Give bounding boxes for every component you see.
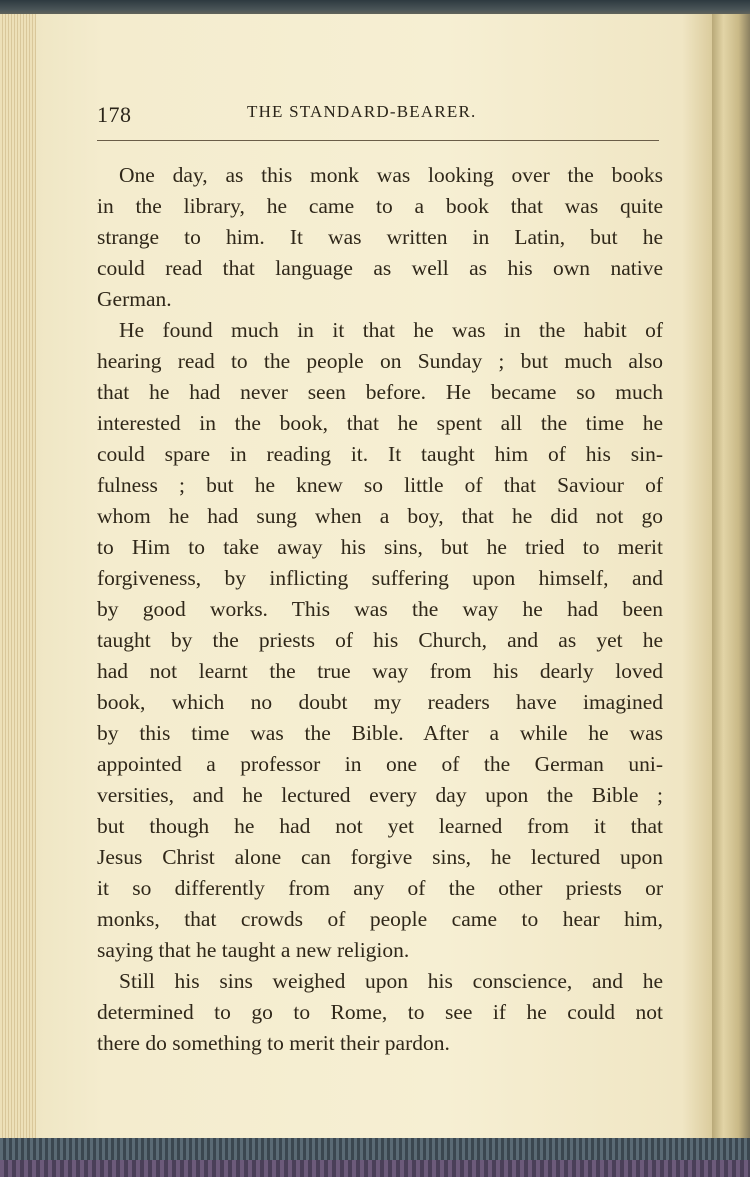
- text-line: appointed a professor in one of the German uni-: [97, 752, 663, 776]
- text-line: could read that language as well as his own native: [97, 256, 663, 280]
- text-line: could spare in reading it. It taught him of his sin-: [97, 442, 663, 466]
- text-line: it so differently from any of the other priests or: [97, 876, 663, 900]
- text-line: to Him to take away his sins, but he tried to merit: [97, 535, 663, 559]
- text-line: Still his sins weighed upon his conscience, and he: [119, 969, 663, 993]
- text-line: taught by the priests of his Church, and as yet he: [97, 628, 663, 652]
- text-line: interested in the book, that he spent all the time he: [97, 411, 663, 435]
- text-line: had not learnt the true way from his dearly loved: [97, 659, 663, 683]
- page-number: 178: [97, 102, 132, 127]
- text-line: strange to him. It was written in Latin, but he: [97, 225, 663, 249]
- book-gutter: [712, 14, 750, 1142]
- text-line: hearing read to the people on Sunday ; but much also: [97, 349, 663, 373]
- text-line: saying that he taught a new religion.: [97, 938, 410, 962]
- text-line: He found much in it that he was in the habit of: [119, 318, 663, 342]
- text-line: fulness ; but he knew so little of that Saviour of: [97, 473, 663, 497]
- text-line: that he had never seen before. He became so much: [97, 380, 663, 404]
- text-line: whom he had sung when a boy, that he did not go: [97, 504, 663, 528]
- page-header: [97, 102, 661, 130]
- text-line: German.: [97, 287, 172, 311]
- header-rule: [97, 140, 659, 141]
- text-line: by this time was the Bible. After a while he was: [97, 721, 663, 745]
- text-line: Jesus Christ alone can forgive sins, he lectured upon: [97, 845, 663, 869]
- text-line: in the library, he came to a book that was quite: [97, 194, 663, 218]
- text-line: by good works. This was the way he had been: [97, 597, 663, 621]
- text-line: book, which no doubt my readers have imagined: [97, 690, 663, 714]
- text-line: monks, that crowds of people came to hear him,: [97, 907, 663, 931]
- text-line: versities, and he lectured every day upon the Bible ;: [97, 783, 663, 807]
- text-line: determined to go to Rome, to see if he could not: [97, 1000, 663, 1024]
- text-line: forgiveness, by inflicting suffering upon himself, and: [97, 566, 663, 590]
- text-line: One day, as this monk was looking over the books: [119, 163, 663, 187]
- text-line: there do something to merit their pardon.: [97, 1031, 450, 1055]
- text-line: but though he had not yet learned from it that: [97, 814, 663, 838]
- running-title: THE STANDARD-BEARER.: [247, 102, 477, 121]
- book-binding-pattern: [0, 1160, 750, 1177]
